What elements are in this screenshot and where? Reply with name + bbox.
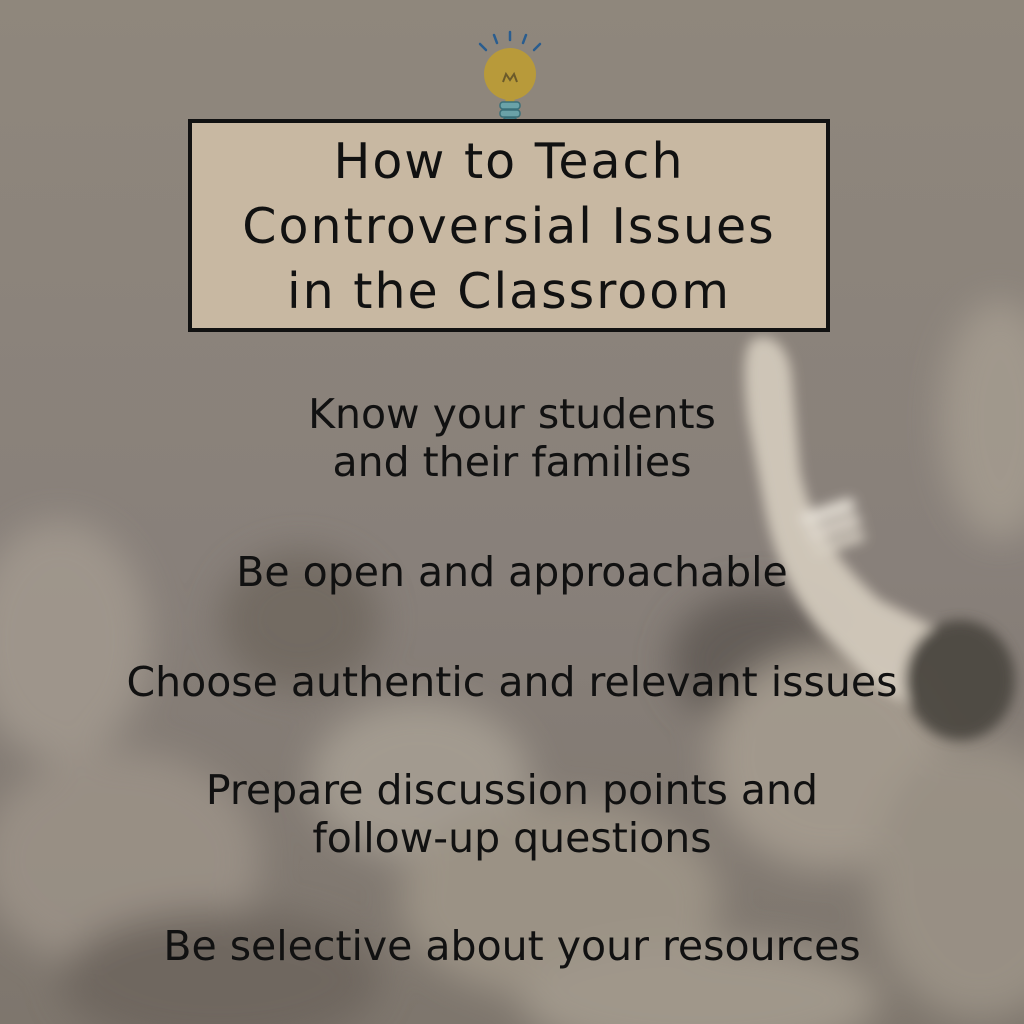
tip-be-open <box>0 548 1024 596</box>
title-line-1: How to Teach <box>333 133 685 190</box>
tip-3-line-1: Choose authentic and relevant issues <box>126 658 898 706</box>
tip-be-selective <box>0 922 1024 970</box>
tip-1-line-2: and their families <box>332 438 692 486</box>
tip-know-your-students <box>0 390 1024 486</box>
tip-prepare-discussion <box>0 766 1024 862</box>
tip-1-line-1: Know your students <box>308 390 716 438</box>
tip-choose-issues <box>0 658 1024 706</box>
title-line-3: in the Classroom <box>287 263 731 320</box>
tip-5-line-1: Be selective about your resources <box>163 922 861 970</box>
tip-4-line-1: Prepare discussion points and <box>205 766 819 814</box>
tip-4-line-2: follow-up questions <box>312 814 712 862</box>
title-line-2: Controversial Issues <box>242 198 776 255</box>
tip-2-line-1: Be open and approachable <box>236 548 788 596</box>
title-box <box>188 119 830 332</box>
